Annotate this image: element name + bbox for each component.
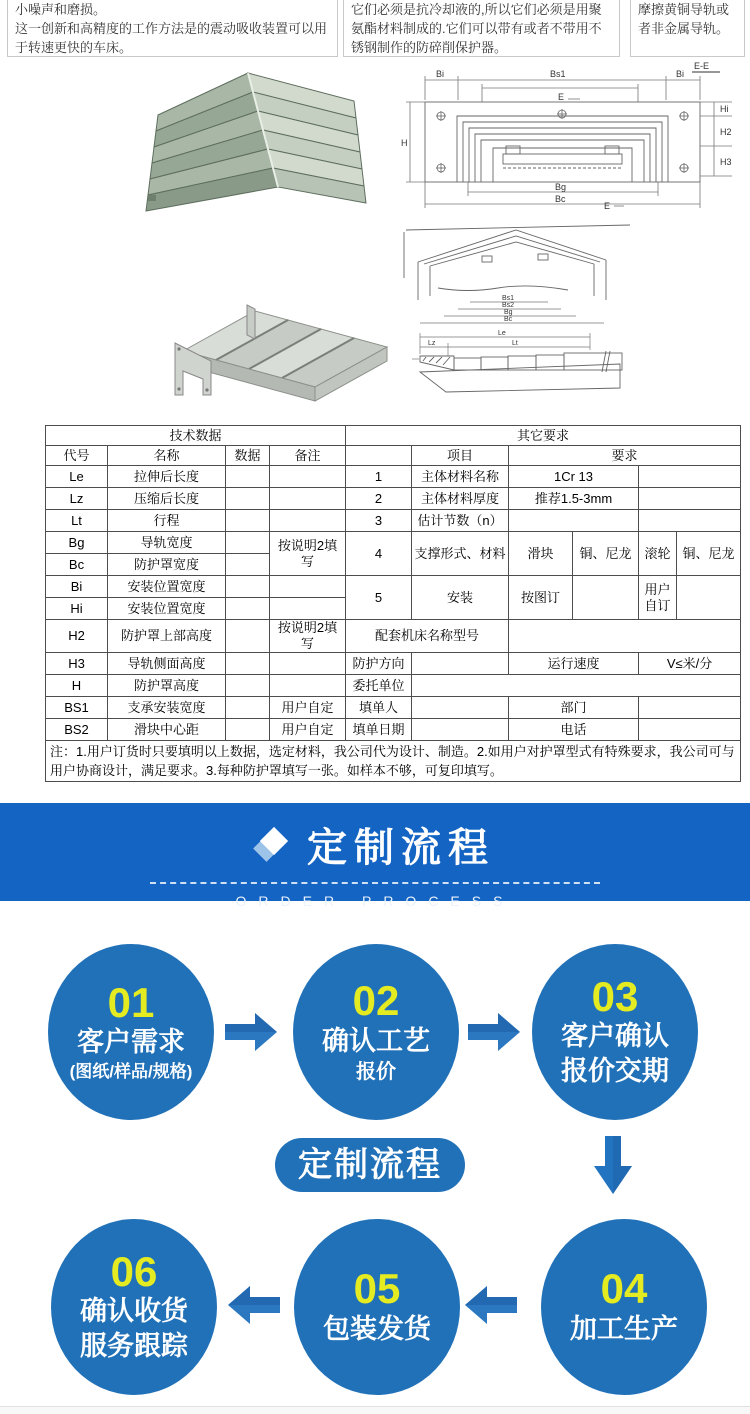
table-row-lt	[46, 510, 741, 532]
td-empty	[226, 653, 270, 675]
dim-label-section: E-E	[694, 61, 710, 71]
td-empty	[270, 653, 346, 675]
table-row-bs1	[46, 697, 741, 719]
dim-label-le: Le	[498, 330, 506, 337]
td-r2-num: 2	[346, 488, 412, 510]
td-r2-item: 主体材料厚度	[412, 488, 509, 510]
dim-label-lt: Lt	[512, 340, 518, 347]
td-empty	[677, 576, 741, 620]
td-empty	[226, 532, 270, 554]
process-step-4	[541, 1219, 707, 1395]
td-r5-v1: 按图订	[509, 576, 573, 620]
step-5-number: 05	[353, 1265, 401, 1313]
step-6-line2: 服务跟踪	[80, 1331, 188, 1362]
table-row-h3	[46, 653, 741, 675]
banner-subtitle: ORDER PROCESS	[235, 893, 515, 909]
table-row-le	[46, 466, 741, 488]
bottom-divider	[0, 1406, 750, 1414]
td-empty	[639, 466, 741, 488]
step-3-number: 03	[591, 972, 639, 1020]
td-other-title: 其它要求	[346, 426, 741, 446]
td-empty	[639, 488, 741, 510]
td-empty	[509, 510, 639, 532]
td-empty	[270, 510, 346, 532]
td-hi-code: Hi	[46, 598, 108, 620]
order-process-banner	[0, 803, 750, 909]
td-lz-code: Lz	[46, 488, 108, 510]
dim-label-lz: Lz	[428, 340, 436, 347]
td-empty	[639, 719, 741, 741]
td-phone-label: 电话	[509, 719, 639, 741]
td-r5-num: 5	[346, 576, 412, 620]
td-bs1-code: BS1	[46, 697, 108, 719]
table-row-note	[46, 741, 741, 782]
td-empty	[412, 697, 509, 719]
td-bg-name: 导轨宽度	[108, 532, 226, 554]
td-r4-v3: 滚轮	[639, 532, 677, 576]
td-empty	[270, 576, 346, 598]
spec-table	[45, 425, 741, 782]
td-r5-v3: 用户自订	[639, 576, 677, 620]
td-empty	[226, 675, 270, 697]
process-step-6	[51, 1219, 217, 1395]
td-empty	[412, 719, 509, 741]
dim-label-d2-bs1: Bs1	[502, 295, 515, 302]
table-row-lz	[46, 488, 741, 510]
td-machine-label: 配套机床名称型号	[346, 620, 509, 653]
td-direction-label: 防护方向	[346, 653, 412, 675]
td-bi-code: Bi	[46, 576, 108, 598]
table-row-bg	[46, 532, 741, 554]
step-4-number: 04	[600, 1265, 648, 1313]
dim-label-d2-bg: Bg	[504, 309, 513, 316]
td-h2-code: H2	[46, 620, 108, 653]
intro-column-2	[343, 0, 620, 57]
dim-label-e-top: E	[558, 92, 565, 102]
td-h-data: 数据	[226, 446, 270, 466]
td-bs2-name: 滑块中心距	[108, 719, 226, 741]
td-bg-code: Bg	[46, 532, 108, 554]
process-step-2	[293, 944, 459, 1120]
dim-label-h2: H2	[720, 127, 732, 137]
td-date-label: 填单日期	[346, 719, 412, 741]
td-empty	[226, 554, 270, 576]
dim-label-bs1: Bs1	[550, 69, 566, 79]
td-r1-value: 1Cr 13	[509, 466, 639, 488]
td-bs1-note: 用户自定	[270, 697, 346, 719]
td-dept-label: 部门	[509, 697, 639, 719]
dim-label-hi: Hi	[720, 104, 729, 114]
banner-title: 定制流程	[307, 826, 495, 870]
tech-diagram-side-view	[410, 330, 640, 396]
step-4-line1: 加工生产	[570, 1313, 678, 1344]
td-bs2-code: BS2	[46, 719, 108, 741]
step-3-line1: 客户确认	[561, 1020, 669, 1051]
td-filler-label: 填单人	[346, 697, 412, 719]
step-3-line2: 报价交期	[561, 1056, 669, 1087]
process-step-5	[294, 1219, 460, 1395]
step-1-line2: (图纸/样品/规格)	[69, 1061, 193, 1081]
td-h-req: 要求	[509, 446, 741, 466]
td-h2-note: 按说明2填写	[270, 620, 346, 653]
table-row-bi	[46, 576, 741, 598]
td-empty	[639, 510, 741, 532]
process-step-1	[48, 944, 214, 1120]
td-h2-name: 防护罩上部高度	[108, 620, 226, 653]
diamond-icon	[255, 827, 291, 863]
td-r4-item: 支撑形式、材料	[412, 532, 509, 576]
td-empty	[509, 620, 741, 653]
td-lz-name: 压缩后长度	[108, 488, 226, 510]
step-2-line1: 确认工艺	[322, 1025, 430, 1056]
table-row-headers	[46, 446, 741, 466]
td-speed-value: V≤米/分	[639, 653, 741, 675]
step-2-line2: 报价	[356, 1060, 396, 1083]
td-lt-name: 行程	[108, 510, 226, 532]
step-1-number: 01	[107, 979, 155, 1027]
td-r2-value: 推荐1.5-3mm	[509, 488, 639, 510]
intro-col1-line2: 这一创新和高精度的工作方法是的震动吸收装置可以用于转速更快的车床。	[15, 21, 328, 55]
td-empty	[226, 510, 270, 532]
arrow-left-icon	[465, 1286, 517, 1324]
td-empty	[412, 653, 509, 675]
table-row-titles	[46, 426, 741, 446]
td-empty	[270, 675, 346, 697]
td-empty	[270, 488, 346, 510]
td-empty	[270, 466, 346, 488]
step-1-line1: 客户需求	[77, 1027, 185, 1058]
td-le-code: Le	[46, 466, 108, 488]
dim-label-d2-bs2: Bs2	[502, 302, 515, 309]
td-empty	[412, 675, 741, 697]
dim-label-bc: Bc	[555, 194, 566, 204]
td-le-name: 拉伸后长度	[108, 466, 226, 488]
td-client-label: 委托单位	[346, 675, 412, 697]
intro-col2-text: 它们必须是抗冷却液的,所以它们必须是用聚氨酯材料制成的.它们可以带有或者不带用不锈钢制作的防碎削保护器。	[351, 2, 602, 55]
product-photo-steel-cover-flat	[135, 243, 393, 405]
dim-label-bi-right: Bi	[676, 69, 685, 79]
dim-label-h: H	[401, 138, 408, 148]
td-r1-num: 1	[346, 466, 412, 488]
td-bc-name: 防护罩宽度	[108, 554, 226, 576]
td-r3-item: 估计节数（n）	[412, 510, 509, 532]
td-empty	[226, 488, 270, 510]
td-h-note: 备注	[270, 446, 346, 466]
step-6-line1: 确认收货	[80, 1295, 188, 1326]
td-r4-v1: 滑块	[509, 532, 573, 576]
banner-dashed-divider	[150, 882, 600, 884]
td-bs2-note: 用户自定	[270, 719, 346, 741]
dim-label-bg: Bg	[555, 182, 567, 192]
td-h-code: 代号	[46, 446, 108, 466]
td-h-name2: 防护罩高度	[108, 675, 226, 697]
td-empty	[226, 466, 270, 488]
arrow-down-icon	[594, 1136, 632, 1194]
process-pill-label: 定制流程	[275, 1138, 465, 1192]
process-step-3	[532, 944, 698, 1120]
td-bi-name: 安装位置宽度	[108, 576, 226, 598]
table-note: 注：1.用户订货时只要填明以上数据，选定材料，我公司代为设计、制造。2.如用户对护罩型式有特殊要求，我公司可与用户协商设计，满足要求。3.每种防护罩填写一张。如样本不够，可复印填写。	[46, 741, 741, 782]
arrow-right-icon	[225, 1013, 277, 1051]
intro-column-1	[7, 0, 338, 57]
dim-label-bi-left: Bi	[436, 69, 445, 79]
td-r4-v2: 铜、尼龙	[573, 532, 639, 576]
product-photo-steel-cover-roof	[130, 63, 370, 215]
tech-diagram-peaked-section	[398, 216, 638, 328]
table-row-h	[46, 675, 741, 697]
dim-label-e-bottom: E	[604, 201, 611, 210]
table-row-h2	[46, 620, 741, 653]
td-empty	[226, 719, 270, 741]
td-r1-item: 主体材料名称	[412, 466, 509, 488]
tech-diagram-cross-section	[400, 58, 748, 210]
td-h-code2: H	[46, 675, 108, 697]
td-r5-item: 安装	[412, 576, 509, 620]
td-bs1-name: 支承安装宽度	[108, 697, 226, 719]
dim-label-h3: H3	[720, 157, 732, 167]
td-empty	[639, 697, 741, 719]
td-empty	[226, 576, 270, 598]
td-r4-v4: 铜、尼龙	[677, 532, 741, 576]
td-empty	[270, 598, 346, 620]
td-h3-name: 导轨侧面高度	[108, 653, 226, 675]
td-h-item: 项目	[412, 446, 509, 466]
td-bc-code: Bc	[46, 554, 108, 576]
table-row-bs2	[46, 719, 741, 741]
arrow-left-icon	[228, 1286, 280, 1324]
td-empty	[226, 620, 270, 653]
intro-col1-line1: 小噪声和磨损。	[15, 2, 107, 17]
td-lt-code: Lt	[46, 510, 108, 532]
dim-label-d2-bc: Bc	[504, 316, 513, 323]
td-bg-note: 按说明2填写	[270, 532, 346, 576]
arrow-right-icon	[468, 1013, 520, 1051]
td-speed-label: 运行速度	[509, 653, 639, 675]
td-empty	[573, 576, 639, 620]
td-h-name: 名称	[108, 446, 226, 466]
step-2-number: 02	[352, 977, 400, 1025]
td-h3-code: H3	[46, 653, 108, 675]
intro-col3-text: 摩擦黄铜导轨或者非金属导轨。	[638, 2, 730, 36]
td-empty	[346, 446, 412, 466]
step-5-line1: 包装发货	[323, 1313, 431, 1344]
td-tech-title: 技术数据	[46, 426, 346, 446]
td-empty	[226, 697, 270, 719]
step-6-number: 06	[110, 1247, 158, 1295]
td-r4-num: 4	[346, 532, 412, 576]
intro-column-3	[630, 0, 745, 57]
td-r3-num: 3	[346, 510, 412, 532]
td-hi-name: 安装位置宽度	[108, 598, 226, 620]
td-empty	[226, 598, 270, 620]
